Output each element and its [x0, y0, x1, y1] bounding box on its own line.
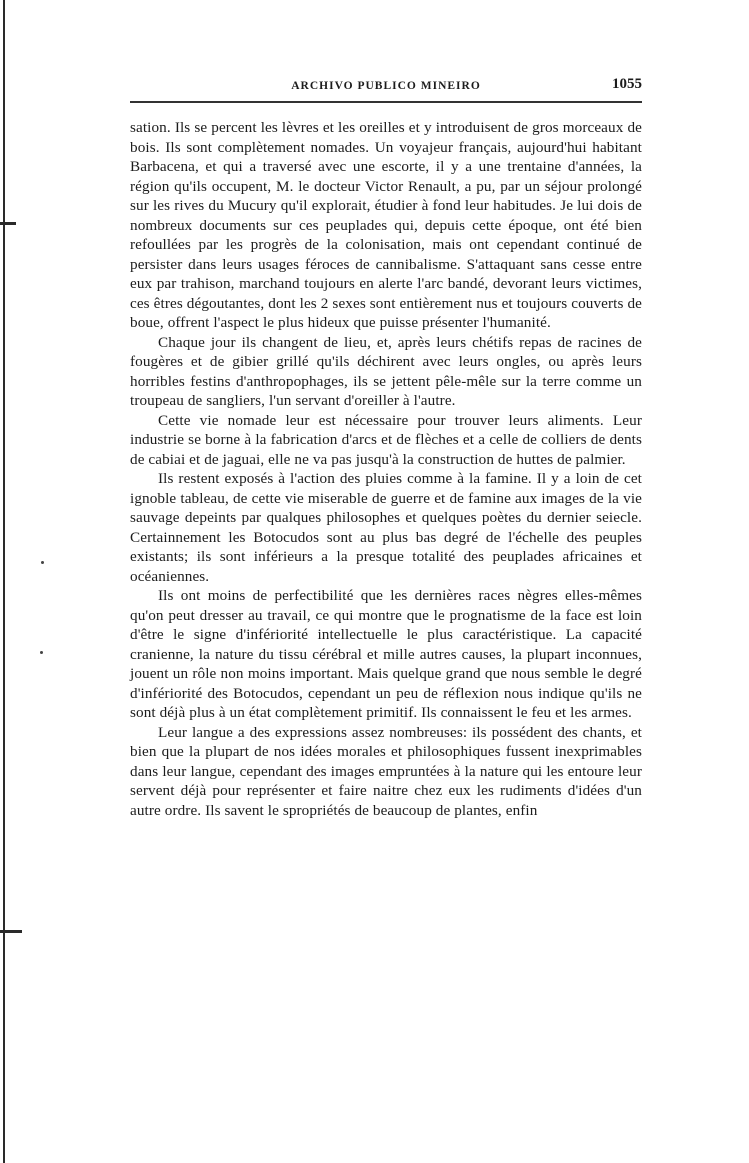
paragraph: Ils ont moins de perfectibilité que les dernières races nègres elles-mêmes qu'on peut dresser au travail, ce qui montre que le prognatisme de la face est loin d'être le signe d'infériorité intellectuelle le plus caractéristique. La capacité cranienne, la nature du tissu cérébral et mille autres causes, la plupart inconnues, jouent un rôle non moins important. Mais quelque grand que nous semble le degré d'infériorité des Botocudos, cependant un peu de réflexion nous indique qu'ils ne sont déjà plus à un état complètement primitif. Ils connaissent le feu et les armes.: [130, 587, 642, 721]
body-text: [130, 118, 642, 820]
paragraph: Leur langue a des expressions assez nombreuses: ils possédent des chants, et bien que la plupart de nos idées morales et philosophiques fussent inexprimables dans leur langue, cependant des images empruntées à la nature qui les entoure leur servent déjà pour représenter et faire naitre chez eux les rudiments d'idées d'un autre ordre. Ils savent le spropriétés de beaucoup de plantes, enfin: [130, 723, 642, 819]
header-rule: [130, 101, 642, 103]
print-speck: [41, 561, 44, 564]
paragraph: Chaque jour ils changent de lieu, et, après leurs chétifs repas de racines de fougères et de gibier grillé qu'ils déchirent avec leurs ongles, ou après leurs horribles festins d'anthropophages, ils se jettent pêle-mêle sur la terre comme un troupeau de sangliers, l'un servant d'oreiller à l'autre.: [130, 333, 642, 409]
binding-mark: [0, 930, 22, 933]
page-edge-rule: [3, 0, 5, 1163]
paragraph: Cette vie nomade leur est nécessaire pour trouver leurs aliments. Leur industrie se borne à la fabrication d'arcs et de flèches et a celle de colliers de dents de cabiai et de jaguai, elle ne va pas jusqu'à la construction de huttes de palmier.: [130, 411, 642, 468]
print-speck: [40, 651, 43, 654]
paragraph: Ils restent exposés à l'action des pluies comme à la famine. Il y a loin de cet ignoble tableau, de cette vie miserable de guerre et de famine aux images de la vie sauvage depeints par qualques philosophes et quelques poètes du dernier seiecle. Certainnement les Botocudos sont au plus bas degré de l'échelle des peuples existants; ils sont inférieurs a la presque totalité des peuplades africaines et océaniennes.: [130, 470, 642, 585]
paragraph: sation. Ils se percent les lèvres et les oreilles et y introduisent de gros morceaux de bois. Ils sont complètement nomades. Un voyajeur français, aujourd'hui habitant Barbacena, et qui a traversé avec une escorte, il y a une trentaine d'années, la région qu'ils occupent, M. le docteur Victor Renault, a pu, par un séjour prolongé sur les rives du Mucury qu'il explorait, étudier à fond leur habitudes. Je lui dois de nombreux documents sur ces peuplades qui, depuis cette époque, ont été bien refoullées par les progrès de la colonisation, mais ont cependant continué de persister dans leurs usages féroces de cannibalisme. S'attaquant sans cesse entre eux par trahison, marchand toujours en alerte l'arc bandé, devorant leurs victimes, ces êtres dégoutantes, dont les 2 sexes sont entièrement nus et toujours couverts de boue, offrent l'aspect le plus hideux que puisse présenter l'humanité.: [130, 119, 642, 331]
running-header: [130, 76, 642, 98]
binding-mark: [0, 222, 16, 225]
page-number: 1055: [612, 76, 642, 92]
header-title: ARCHIVO PUBLICO MINEIRO: [291, 80, 481, 92]
